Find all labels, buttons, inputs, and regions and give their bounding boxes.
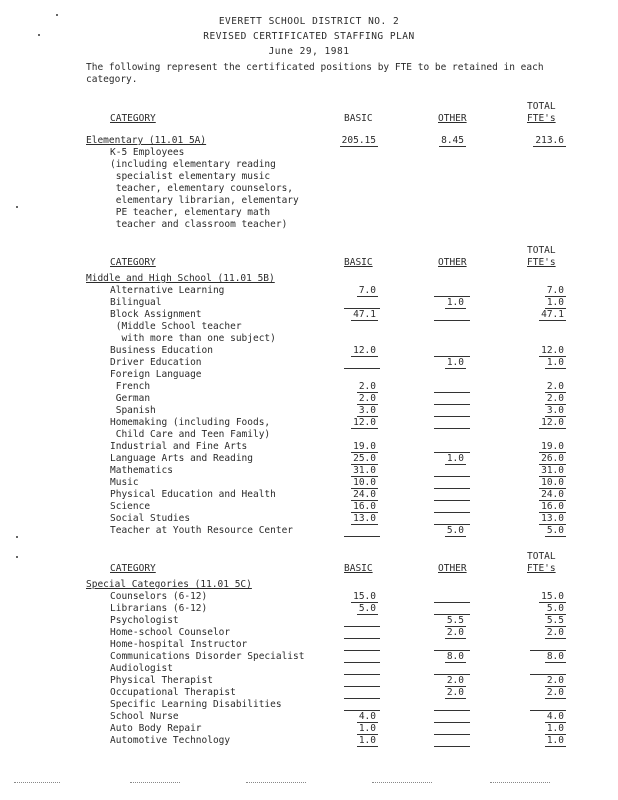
table-row [0,615,618,627]
elementary-description-line: K-5 Employees [110,147,185,158]
middle-high-total-value: 12.0 [541,417,564,428]
middle-high-label: (Middle School teacher [110,321,242,332]
middle-high-total-value: 5.0 [546,525,564,536]
elementary-other: 8.45 [441,135,464,146]
special-other-blank [434,746,470,747]
middle-high-label: Social Studies [110,513,191,524]
special-total-value: 1.0 [546,723,564,734]
middle-high-basic-value: 47.1 [353,309,376,320]
special-other-value: 8.0 [446,651,464,662]
table-row [0,297,618,309]
document-title: REVISED CERTIFICATED STAFFING PLAN [203,31,415,42]
table-row [0,489,618,501]
middle-high-other-value: 1.0 [446,357,464,368]
table-row [0,675,618,687]
total-header-line2: FTE's [527,113,556,124]
table-row [0,639,618,651]
middle-high-label: Language Arts and Reading [110,453,253,464]
middle-high-total-value: 1.0 [546,297,564,308]
special-total-value: 2.0 [546,687,564,698]
table-row [0,627,618,639]
other-header: OTHER [438,113,467,124]
table-row [0,393,618,405]
table-row [0,723,618,735]
elementary-total: 213.6 [535,135,564,146]
special-other-value: 5.5 [446,615,464,626]
table-row [0,417,618,429]
special-total-value: 8.0 [546,651,564,662]
footer-rule [14,782,60,783]
elementary-description-line: (including elementary reading [110,159,276,170]
special-label: Psychologist [110,615,179,626]
middle-high-other-value: 1.0 [446,297,464,308]
special-basic-value: 15.0 [353,591,376,602]
middle-high-label: French [110,381,151,392]
middle-high-label: Bilingual [110,297,162,308]
category-header-2: CATEGORY [110,257,156,268]
document-date: June 29, 1981 [268,46,350,57]
table-row [0,711,618,723]
middle-high-basic-value: 31.0 [353,465,376,476]
middle-high-total-value: 19.0 [541,441,564,452]
special-label: Specific Learning Disabilities [110,699,282,710]
special-total-value: 2.0 [546,675,564,686]
middle-high-label: Teacher at Youth Resource Center [110,525,294,536]
basic-header: BASIC [344,113,373,124]
middle-high-other-value: 5.0 [446,525,464,536]
middle-high-label: Spanish [110,405,156,416]
footer-rule [372,782,432,783]
table-row [0,285,618,297]
table-row [0,501,618,513]
middle-high-total-value: 2.0 [546,393,564,404]
middle-high-basic-value: 12.0 [353,417,376,428]
special-label: Automotive Technology [110,735,231,746]
special-label: School Nurse [110,711,179,722]
middle-high-basic-value: 12.0 [353,345,376,356]
scan-speck [56,14,58,16]
middle-high-label: Physical Education and Health [110,489,276,500]
table-row [0,663,618,675]
other-header-2: OTHER [438,257,467,268]
middle-high-basic-value: 10.0 [353,477,376,488]
special-label: Librarians (6-12) [110,603,208,614]
table-row [0,699,618,711]
middle-high-total-value: 31.0 [541,465,564,476]
special-heading: Special Categories (11.01 5C) [86,579,252,590]
special-basic-value: 4.0 [358,711,376,722]
table-row [0,651,618,663]
elementary-description-line: elementary librarian, elementary [110,195,299,206]
table-row [0,453,618,465]
middle-high-basic-value: 24.0 [353,489,376,500]
special-label: Occupational Therapist [110,687,236,698]
middle-high-basic-value: 2.0 [358,393,376,404]
middle-high-total-value: 7.0 [546,285,564,296]
middle-high-basic-value: 13.0 [353,513,376,524]
middle-high-label: Business Education [110,345,213,356]
special-label: Audiologist [110,663,173,674]
footer-rule [130,782,180,783]
middle-high-total-value: 10.0 [541,477,564,488]
special-other-value: 2.0 [446,627,464,638]
table-row [0,321,618,333]
table-row [0,333,618,345]
table-row [0,465,618,477]
elementary-heading: Elementary (11.01 5A) [86,135,207,146]
elementary-description-line: teacher and classroom teacher) [110,219,288,230]
middle-high-total-value: 26.0 [541,453,564,464]
special-other-value: 2.0 [446,675,464,686]
table-row [0,345,618,357]
special-total-value: 5.5 [546,615,564,626]
scan-speck [16,206,18,208]
elementary-description-line: PE teacher, elementary math [110,207,271,218]
middle-high-label: Mathematics [110,465,173,476]
total-header-line1-3: TOTAL [527,551,556,562]
table-row [0,525,618,537]
special-label: Counselors (6-12) [110,591,208,602]
footer-rule [246,782,306,783]
table-row [0,429,618,441]
scan-speck [38,34,40,36]
middle-high-label: Homemaking (including Foods, [110,417,271,428]
middle-high-label: Driver Education [110,357,202,368]
middle-high-total-value: 16.0 [541,501,564,512]
middle-high-label: Block Assignment [110,309,202,320]
middle-high-total-value: 13.0 [541,513,564,524]
middle-high-basic-value: 25.0 [353,453,376,464]
total-header-line1-2: TOTAL [527,245,556,256]
middle-high-total-value: 12.0 [541,345,564,356]
special-label: Home-hospital Instructor [110,639,248,650]
table-row [0,735,618,747]
special-total-value: 5.0 [546,603,564,614]
table-row [0,591,618,603]
middle-high-basic-blank [344,536,380,537]
table-row [0,369,618,381]
middle-high-total-value: 3.0 [546,405,564,416]
middle-high-basic-value: 19.0 [353,441,376,452]
special-label: Auto Body Repair [110,723,202,734]
scan-speck [16,556,18,558]
table-row [0,357,618,369]
table-row [0,309,618,321]
middle-high-basic-value: 3.0 [358,405,376,416]
middle-high-basic-value: 2.0 [358,381,376,392]
middle-high-total-value: 1.0 [546,357,564,368]
special-total-value: 1.0 [546,735,564,746]
special-other-value: 2.0 [446,687,464,698]
middle-high-label: Science [110,501,151,512]
table-row [0,441,618,453]
table-row [0,687,618,699]
category-header: CATEGORY [110,113,156,124]
middle-high-other-value: 1.0 [446,453,464,464]
middle-high-basic-value: 16.0 [353,501,376,512]
special-total-value: 4.0 [546,711,564,722]
table-row [0,603,618,615]
elementary-basic: 205.15 [341,135,376,146]
other-header-3: OTHER [438,563,467,574]
middle-high-label: German [110,393,151,404]
intro-paragraph: The following represent the certificated positions by FTE to be retained in each category. [86,62,544,85]
special-total-value: 2.0 [546,627,564,638]
scan-speck [16,536,18,538]
middle-high-total-value: 2.0 [546,381,564,392]
special-basic-value: 1.0 [358,723,376,734]
special-label: Communications Disorder Specialist [110,651,305,662]
table-row [0,381,618,393]
table-row [0,477,618,489]
category-header-3: CATEGORY [110,563,156,574]
basic-header-3: BASIC [344,563,373,574]
middle-high-label: Music [110,477,139,488]
table-row [0,513,618,525]
total-header-line2-2: FTE's [527,257,556,268]
middle-high-total-value: 47.1 [541,309,564,320]
total-header-line2-3: FTE's [527,563,556,574]
middle-high-total-value: 24.0 [541,489,564,500]
footer-rule [490,782,550,783]
middle-high-basic-value: 7.0 [358,285,376,296]
middle-high-label: Foreign Language [110,369,202,380]
district-name: EVERETT SCHOOL DISTRICT NO. 2 [218,16,400,27]
special-basic-value: 5.0 [358,603,376,614]
middle-high-heading: Middle and High School (11.01 5B) [86,273,275,284]
elementary-description-line: teacher, elementary counselors, [110,183,294,194]
elementary-row [0,135,618,147]
middle-high-label: Child Care and Teen Family) [110,429,271,440]
elementary-description-line: specialist elementary music [110,171,271,182]
middle-high-label: with more than one subject) [110,333,276,344]
total-header-line1: TOTAL [527,101,556,112]
basic-header-2: BASIC [344,257,373,268]
special-total-value: 15.0 [541,591,564,602]
middle-high-label: Industrial and Fine Arts [110,441,248,452]
special-basic-value: 1.0 [358,735,376,746]
special-label: Physical Therapist [110,675,213,686]
table-row [0,405,618,417]
middle-high-label: Alternative Learning [110,285,225,296]
special-label: Home-school Counselor [110,627,231,638]
